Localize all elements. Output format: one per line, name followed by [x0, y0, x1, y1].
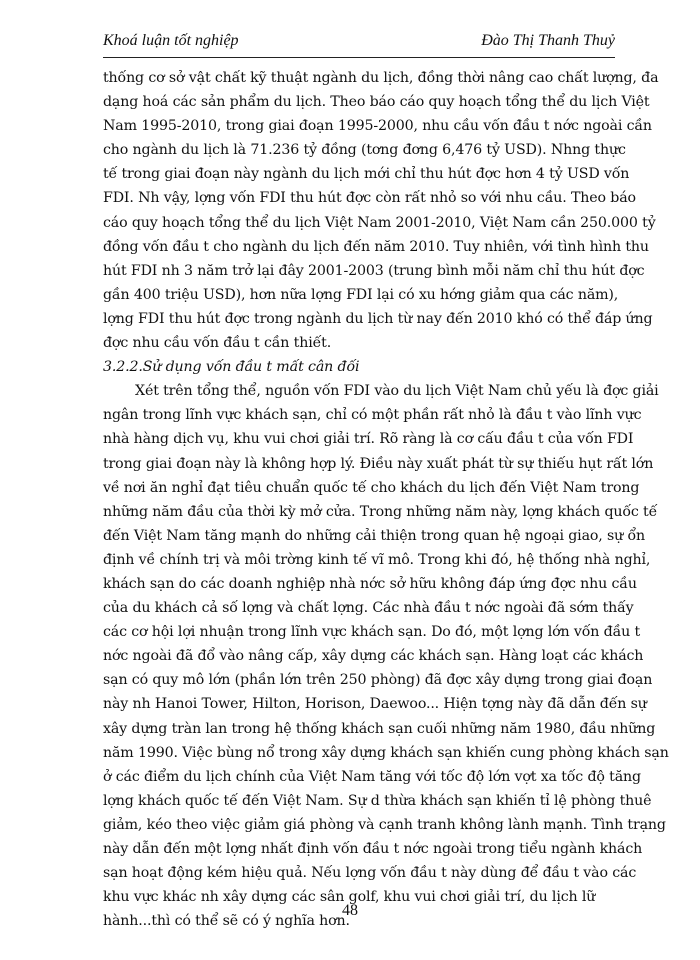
- text-line: trong giai đoạn này là không hợp lý. Điều này xuất phát từ sự thiếu hụt rất lớn: [103, 455, 654, 472]
- text-line: hành...thì có thể sẽ có ý nghĩa hơn.: [103, 913, 350, 930]
- text-line: những năm đầu của thời kỳ mở cửa. Trong những năm này, lợng khách quốc tế: [103, 503, 658, 520]
- text-line: tế trong giai đoạn này ngành du lịch mới chỉ thu hút đợc hơn 4 tỷ USD vốn: [103, 166, 630, 183]
- section-heading: 3.2.2.Sử dụng vốn đầu t mất cân đối: [103, 359, 360, 376]
- text-line: cho ngành du lịch là 71.236 tỷ đồng (tơng đơng 6,476 tỷ USD). Nhng thực: [103, 142, 626, 159]
- text-line: đến Việt Nam tăng mạnh do những cải thiện trong quan hệ ngoại giao, sự ổn: [103, 527, 645, 544]
- header-author: Đào Thị Thanh Thuỷ: [481, 32, 615, 49]
- text-line: khu vực khác nh xây dựng các sân golf, khu vui chơi giải trí, du lịch lữ: [103, 889, 596, 906]
- text-line: sạn hoạt động kém hiệu quả. Nếu lợng vốn đầu t này dùng để đầu t vào các: [103, 865, 637, 882]
- text-line: các cơ hội lợi nhuận trong lĩnh vực khách sạn. Do đó, một lợng lớn vốn đầu t: [103, 624, 641, 641]
- text-line: đồng vốn đầu t cho ngành du lịch đến năm 2010. Tuy nhiên, với tình hình thu: [103, 238, 649, 255]
- text-line: FDI. Nh vậy, lợng vốn FDI thu hút đợc còn rất nhỏ so với nhu cầu. Theo báo: [103, 190, 636, 207]
- text-line: lợng khách quốc tế đến Việt Nam. Sự d thừa khách sạn khiến tỉ lệ phòng thuê: [103, 792, 652, 809]
- text-line: lợng FDI thu hút đợc trong ngành du lịch từ nay đến 2010 khó có thể đáp ứng: [103, 310, 653, 327]
- text-line: này dẫn đến một lợng nhất định vốn đầu t nớc ngoài trong tiểu ngành khách: [103, 841, 643, 857]
- text-line: ở các điểm du lịch chính của Việt Nam tăng với tốc độ lớn vợt xa tốc độ tăng: [103, 768, 641, 785]
- text-line: nớc ngoài đã đổ vào nâng cấp, xây dựng các khách sạn. Hàng loạt các khách: [103, 648, 644, 665]
- text-line: Xét trên tổng thể, nguồn vốn FDI vào du lịch Việt Nam chủ yếu là đợc giải: [135, 383, 659, 400]
- text-line: giảm, kéo theo việc giảm giá phòng và cạnh tranh không lành mạnh. Tình trạng: [103, 816, 666, 833]
- text-line: định về chính trị và môi trờng kinh tế vĩ mô. Trong khi đó, hệ thống nhà nghỉ,: [103, 551, 651, 568]
- text-line: ngân trong lĩnh vực khách sạn, chỉ có một phần rất nhỏ là đầu t vào lĩnh vực: [103, 407, 642, 424]
- text-line: nhà hàng dịch vụ, khu vui chơi giải trí. Rõ ràng là cơ cấu đầu t của vốn FDI: [103, 431, 634, 448]
- page-number: 48: [342, 902, 358, 919]
- text-line: khách sạn do các doanh nghiệp nhà nớc sở hữu không đáp ứng đợc nhu cầu: [103, 575, 637, 592]
- text-line: này nh Hanoi Tower, Hilton, Horison, Daewoo... Hiện tợng này đã dẫn đến sự: [103, 696, 647, 713]
- header-divider: [103, 57, 615, 58]
- text-line: đợc nhu cầu vốn đầu t cần thiết.: [103, 335, 332, 352]
- body-text: [103, 66, 669, 933]
- text-line: của du khách cả số lợng và chất lợng. Các nhà đầu t nớc ngoài đã sớm thấy: [103, 600, 634, 617]
- header-title: Khoá luận tốt nghiệp: [103, 32, 239, 49]
- text-line: sạn có quy mô lớn (phần lớn trên 250 phòng) đã đợc xây dựng trong giai đoạn: [103, 672, 653, 689]
- running-header: [103, 32, 615, 54]
- text-line: gần 400 triệu USD), hơn nữa lợng FDI lại có xu hớng giảm qua các năm),: [103, 286, 619, 303]
- text-line: xây dựng tràn lan trong hệ thống khách sạn cuối những năm 1980, đầu những: [103, 720, 656, 737]
- text-line: thống cơ sở vật chất kỹ thuật ngành du lịch, đồng thời nâng cao chất lượng, đa: [103, 70, 659, 86]
- text-line: cáo quy hoạch tổng thể du lịch Việt Nam 2001-2010, Việt Nam cần 250.000 tỷ: [103, 214, 656, 231]
- text-line: về nơi ăn nghỉ đạt tiêu chuẩn quốc tế cho khách du lịch đến Việt Nam trong: [103, 479, 640, 496]
- text-line: Nam 1995-2010, trong giai đoạn 1995-2000, nhu cầu vốn đầu t nớc ngoài cần: [103, 118, 652, 135]
- text-line: năm 1990. Việc bùng nổ trong xây dựng khách sạn khiến cung phòng khách sạn: [103, 744, 669, 761]
- text-line: dạng hoá các sản phẩm du lịch. Theo báo cáo quy hoạch tổng thể du lịch Việt: [103, 94, 650, 111]
- text-line: hút FDI nh 3 năm trở lại đây 2001-2003 (trung bình mỗi năm chỉ thu hút đợc: [103, 262, 645, 279]
